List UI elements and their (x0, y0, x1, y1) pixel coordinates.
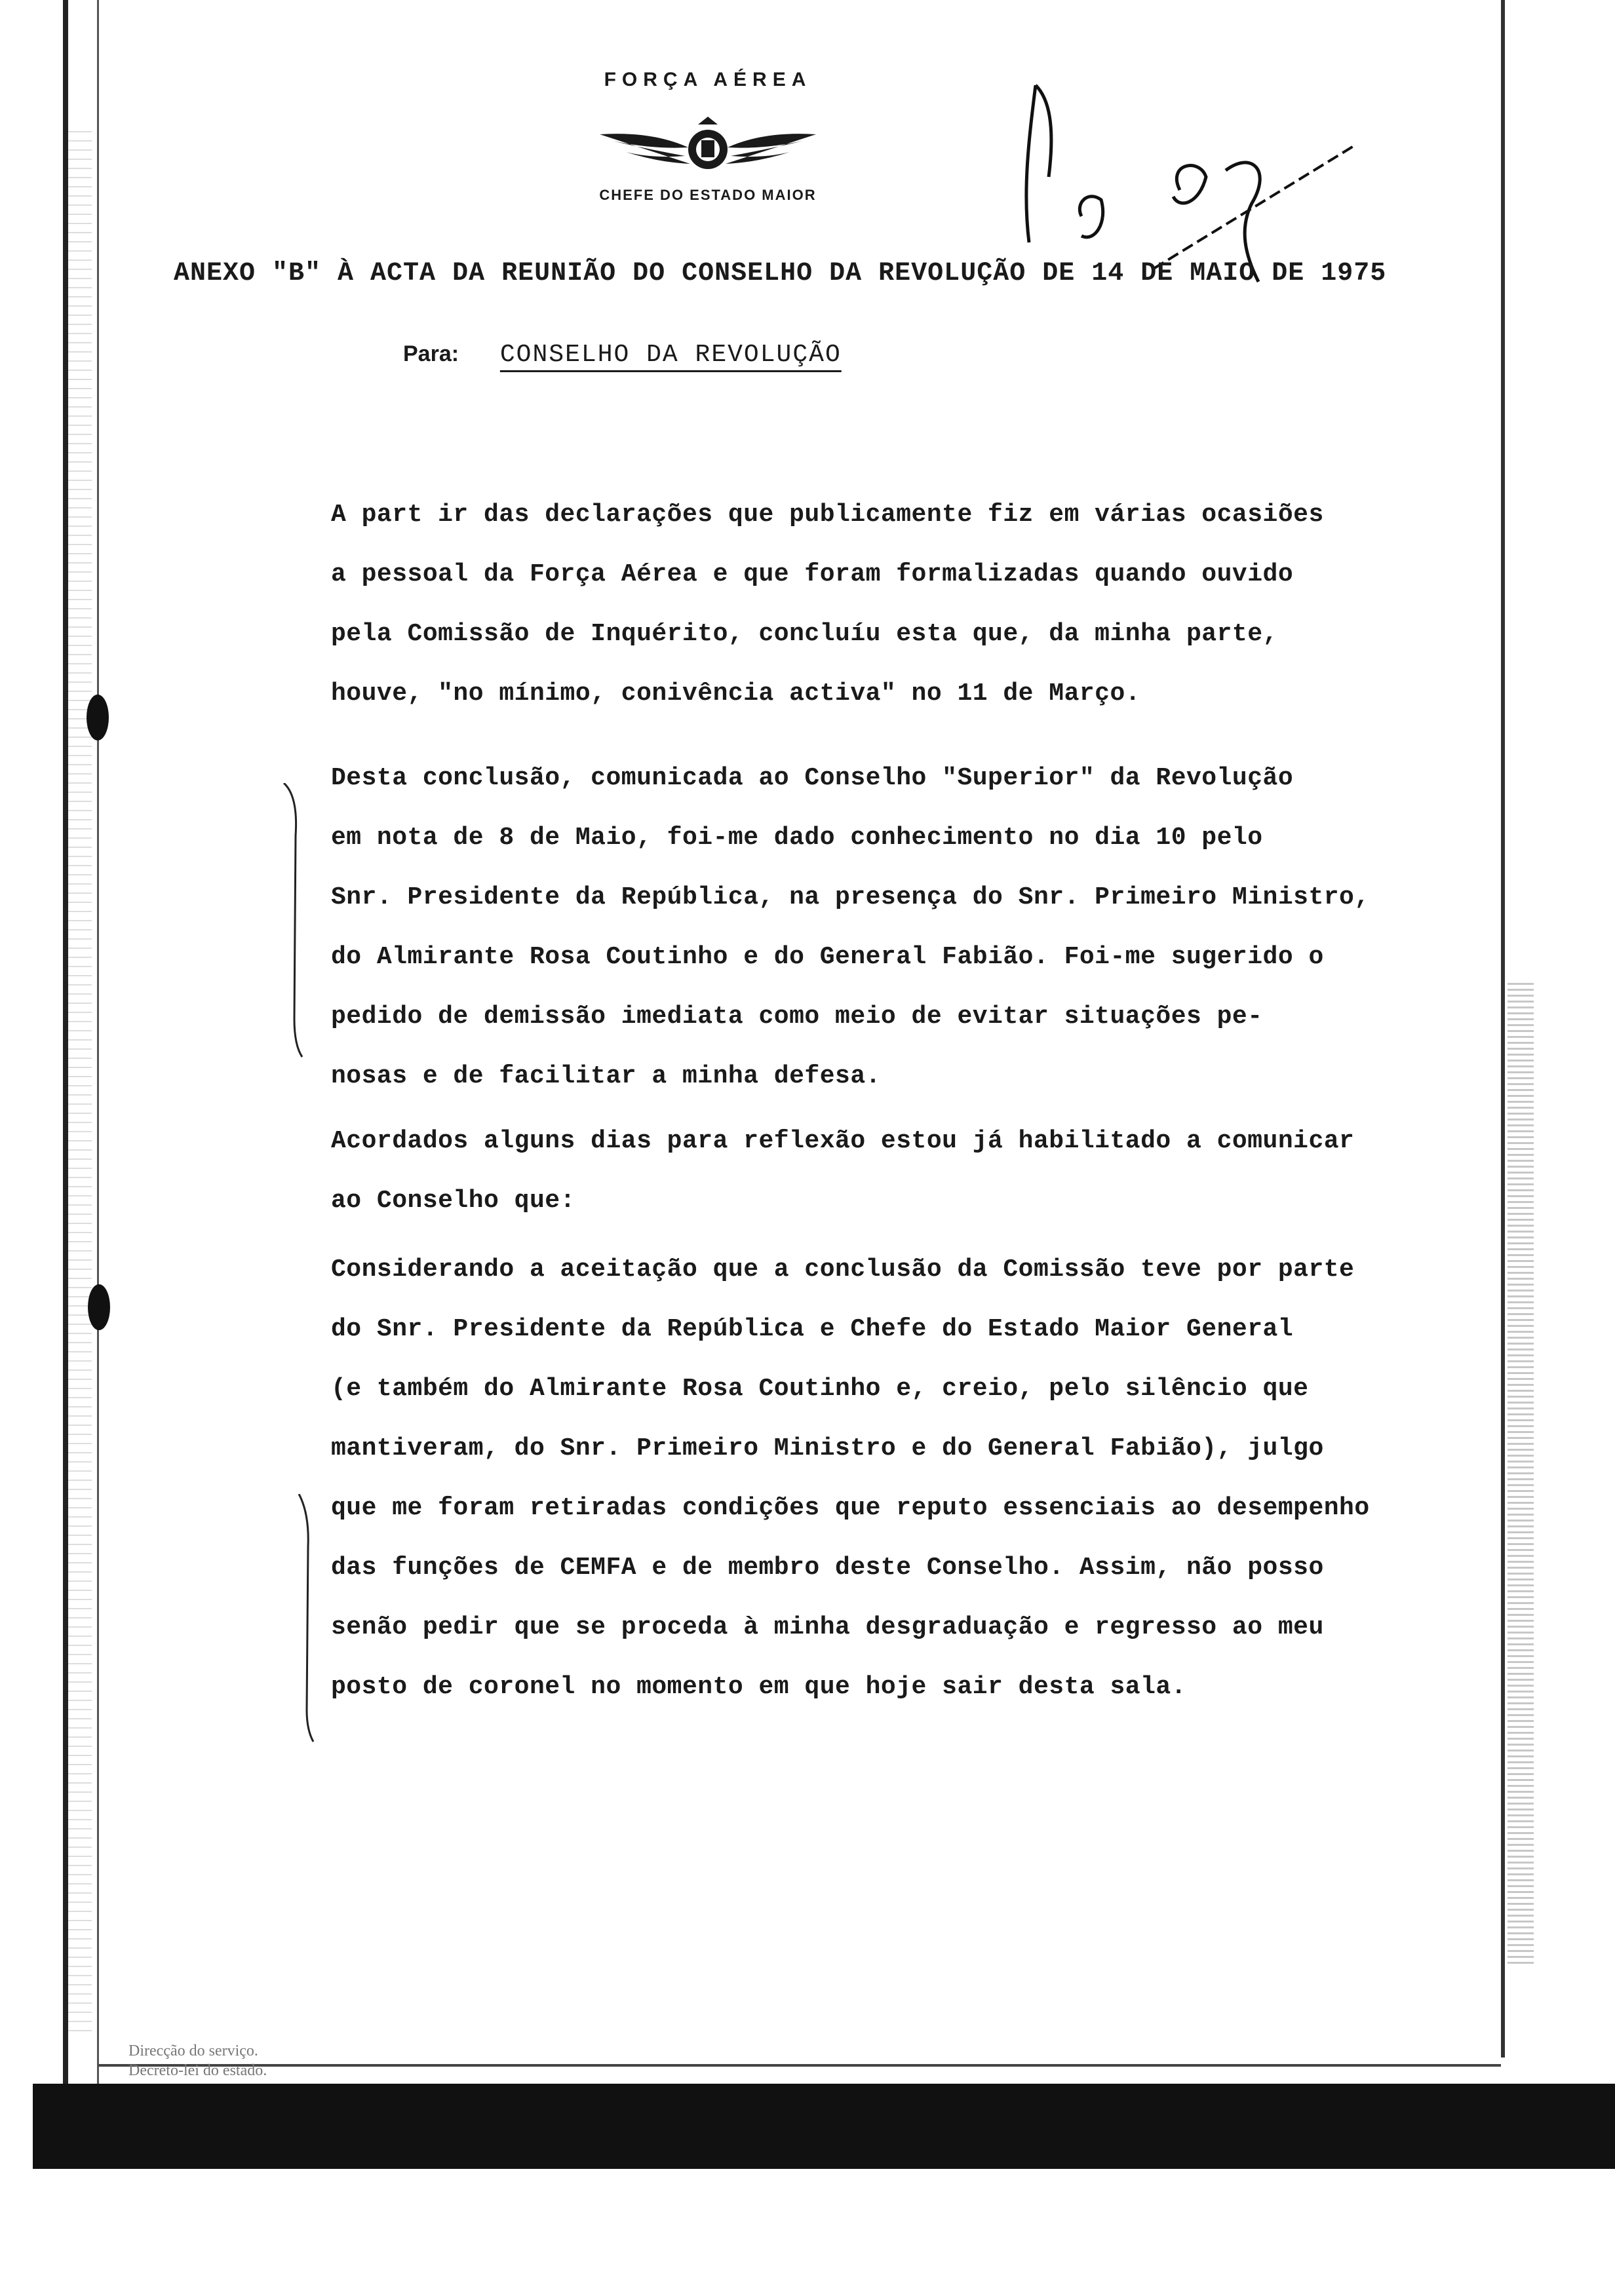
scan-right-edge (1501, 0, 1505, 2057)
binder-hole-mark (87, 695, 109, 740)
binder-hole-mark (88, 1284, 110, 1330)
faded-footnote (128, 2041, 404, 2080)
footnote-line: Direcção do serviço. (128, 2042, 258, 2059)
letterhead-organization: FORÇA AÉREA (604, 69, 812, 90)
body-paragraph: A part ir das declarações que publicamente fiz em várias ocasiões a pessoal da Força Aérea e que foram formalizadas quando ouvido pela Comissão de Inquérito, concluíu esta que, da minha parte, houve, "no mínimo, conivência activa" no 11 de Março. (331, 501, 1324, 708)
document-heading: ANEXO "B" À ACTA DA REUNIÃO DO CONSELHO DA REVOLUÇÃO DE 14 DE MAIO DE 1975 (174, 259, 1387, 288)
body-paragraph: Desta conclusão, comunicada ao Conselho "Superior" da Revolução em nota de 8 de Maio, foi-me dado conhecimento no dia 10 pelo Snr. Presidente da República, na presença do Snr. Primeiro Ministro, do Almirante Rosa Coutinho e do General Fabião. Foi-me sugerido o pedido de demissão imediata como meio de evitar situações pe- nosas e de facilitar a minha defesa. (331, 764, 1370, 1090)
addressee-label: Para: (403, 341, 459, 366)
letter-body (331, 485, 1458, 1717)
margin-bracket-mark (279, 783, 305, 1058)
scan-left-edge (63, 0, 68, 2084)
air-force-wings-emblem-icon (593, 111, 823, 183)
addressee-recipient: CONSELHO DA REVOLUÇÃO (499, 341, 842, 369)
scan-right-noise (1508, 983, 1534, 1966)
letterhead-office: CHEFE DO ESTADO MAIOR (599, 187, 817, 203)
footnote-line: Decreto-lei do estado. (128, 2062, 267, 2079)
scan-left-noise (68, 131, 92, 2031)
body-paragraph: Considerando a aceitação que a conclusão da Comissão teve por parte do Snr. Presidente da República e Chefe do Estado Maior General (e também do Almirante Rosa Coutinho e, creio, pelo silêncio que mantiveram, do Snr. Primeiro Ministro e do General Fabião), julgo que me foram retiradas condições que reputo essenciais ao desempenho das funções de CEMFA e de membro deste Conselho. Assim, não posso senão pedir que se proceda à minha desgraduação e regresso ao meu posto de coronel no momento em que hoje sair desta sala. (331, 1255, 1370, 1701)
addressee-line (403, 341, 842, 369)
scan-left-edge-inner (97, 0, 99, 2084)
body-paragraph: Acordados alguns dias para reflexão estou já habilitado a comunicar ao Conselho que: (331, 1127, 1355, 1215)
scan-bottom-band (33, 2084, 1615, 2169)
margin-bracket-mark (295, 1494, 321, 1743)
